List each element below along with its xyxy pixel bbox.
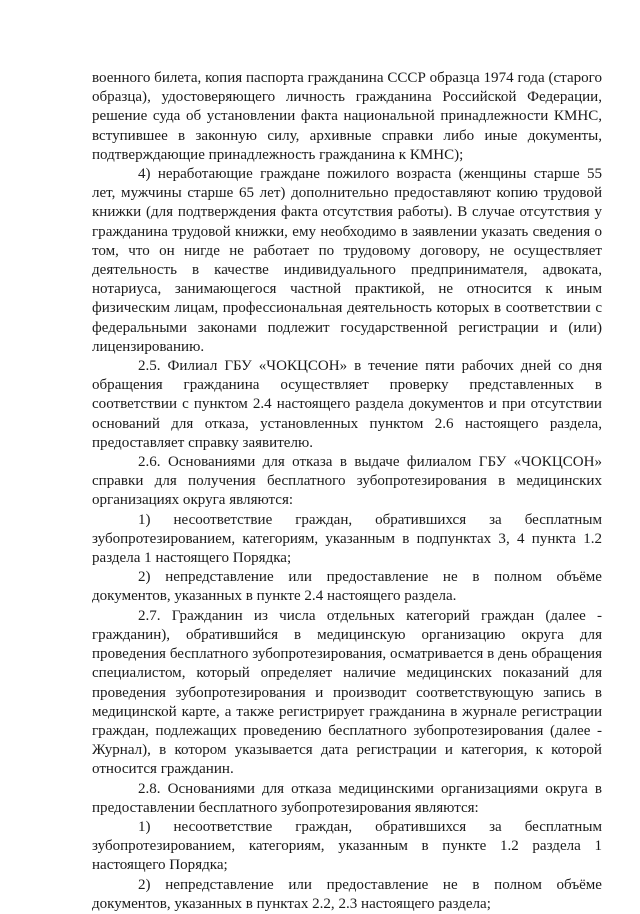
paragraph-2-6-item-1: 1) несоответствие граждан, обратившихся за бесплатным зубопротезированием, категориям, указанным в подпунктах 3, 4 пункта 1.2 раздела 1 настоящего Порядка; <box>92 511 602 567</box>
paragraph-continuation-document-list: военного билета, копия паспорта гражданина СССР образца 1974 года (старого образца), удостоверяющего личность гражданина Российской Федерации, решение суда об установлении факта национальной принадлежности КМНС, вступившее в законную силу, архивные справки либо иные документы, подтверждающие принадлежность гражданина к КМНС); <box>92 70 602 163</box>
paragraph-item-4-unemployed-elderly: 4) неработающие граждане пожилого возраста (женщины старше 55 лет, мужчины старше 65 лет) дополнительно предоставляют копию трудовой книжки (для подтверждения факта отсутствия работы). В случае отсутствия у гражданина трудовой книжки, ему необходимо в заявлении указать сведения о том, что он нигде не работает по трудовому договору, не осуществляет деятельность в качестве индивидуального предпринимателя, адвоката, нотариуса, занимающегося частной практикой, не относится к иным физическим лицам, профессиональная деятельность которых в соответствии с федеральными законами подлежит государственной регистрации и (или) лицензированию. <box>92 166 602 355</box>
paragraph-2-8-item-2: 2) непредставление или предоставление не в полном объёме документов, указанных в пунктах 2.2, 2.3 настоящего раздела; <box>92 876 602 912</box>
paragraph-2-8: 2.8. Основаниями для отказа медицинскими организациями округа в предоставлении бесплатного зубопротезирования являются: <box>92 780 602 816</box>
paragraph-2-7: 2.7. Гражданин из числа отдельных категорий граждан (далее - гражданин), обратившийся в медицинскую организацию округа для проведения бесплатного зубопротезирования, осматривается в день обращения специалистом, который определяет наличие медицинских показаний для проведения зубопротезирования и производит соответствующую запись в медицинской карте, а также регистрирует гражданина в журнале регистрации граждан, подлежащих проведению бесплатного зубопротезирования (далее - Журнал), в котором указывается дата регистрации и категория, к которой относится гражданин. <box>92 607 602 778</box>
paragraph-2-8-item-1: 1) несоответствие граждан, обратившихся за бесплатным зубопротезированием, категориям, указанным в пункте 1.2 раздела 1 настоящего Порядка; <box>92 818 602 874</box>
paragraph-2-5: 2.5. Филиал ГБУ «ЧОКЦСОН» в течение пяти рабочих дней со дня обращения гражданина осуществляет проверку представленных в соответствии с пунктом 2.4 настоящего раздела документов и при отсутствии оснований для отказа, установленных пунктом 2.6 настоящего раздела, предоставляет справку заявителю. <box>92 358 602 451</box>
paragraph-2-6-item-2: 2) непредставление или предоставление не в полном объёме документов, указанных в пункте 2.4 настоящего раздела. <box>92 569 602 605</box>
paragraph-2-6: 2.6. Основаниями для отказа в выдаче филиалом ГБУ «ЧОКЦСОН» справки для получения бесплатного зубопротезирования в медицинских организациях округа являются: <box>92 454 602 509</box>
